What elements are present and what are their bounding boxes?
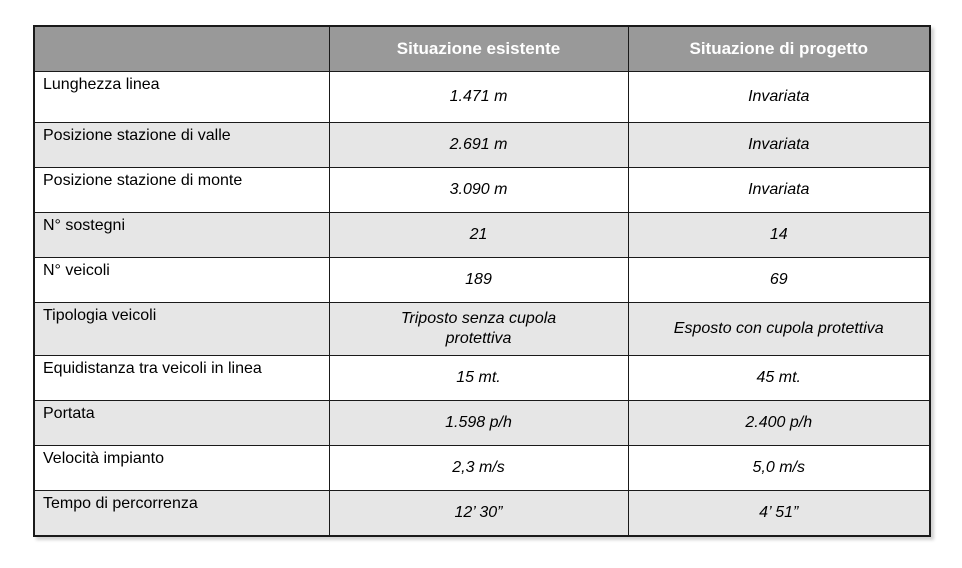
- row-label: N° veicoli: [34, 258, 329, 303]
- header-cell-empty: [34, 26, 329, 72]
- existing-value: 2.691 m: [329, 123, 628, 168]
- existing-value: 15 mt.: [329, 356, 628, 401]
- existing-value: 21: [329, 213, 628, 258]
- row-label: Posizione stazione di monte: [34, 168, 329, 213]
- table-row: [34, 303, 930, 356]
- row-label: Tempo di percorrenza: [34, 491, 329, 536]
- project-value: 45 mt.: [628, 356, 930, 401]
- table-row: [34, 72, 930, 123]
- row-label: Portata: [34, 401, 329, 446]
- existing-value: 189: [329, 258, 628, 303]
- header-cell-existing: Situazione esistente: [329, 26, 628, 72]
- header-cell-project: Situazione di progetto: [628, 26, 930, 72]
- existing-value: 12’ 30”: [329, 491, 628, 536]
- header-row: [34, 26, 930, 72]
- project-value: 69: [628, 258, 930, 303]
- table-row: [34, 446, 930, 491]
- row-label: Tipologia veicoli: [34, 303, 329, 356]
- existing-value: [329, 303, 628, 356]
- existing-value: 1.598 p/h: [329, 401, 628, 446]
- project-value: Invariata: [628, 168, 930, 213]
- comparison-table: [33, 25, 931, 537]
- table-row: [34, 401, 930, 446]
- table-row: [34, 356, 930, 401]
- row-label: N° sostegni: [34, 213, 329, 258]
- existing-value: 3.090 m: [329, 168, 628, 213]
- table-row: [34, 491, 930, 536]
- project-value: 2.400 p/h: [628, 401, 930, 446]
- project-value: Invariata: [628, 123, 930, 168]
- table-row: [34, 258, 930, 303]
- row-label: Equidistanza tra veicoli in linea: [34, 356, 329, 401]
- existing-value: 1.471 m: [329, 72, 628, 123]
- project-value: 4’ 51”: [628, 491, 930, 536]
- row-label: Velocità impianto: [34, 446, 329, 491]
- project-value: Invariata: [628, 72, 930, 123]
- existing-value-text: Triposto senza cupola protettiva: [400, 310, 557, 347]
- project-value: Esposto con cupola protettiva: [628, 303, 930, 356]
- project-value: 5,0 m/s: [628, 446, 930, 491]
- row-label: Lunghezza linea: [34, 72, 329, 123]
- project-value: 14: [628, 213, 930, 258]
- existing-value: 2,3 m/s: [329, 446, 628, 491]
- table-row: [34, 213, 930, 258]
- table-row: [34, 168, 930, 213]
- row-label: Posizione stazione di valle: [34, 123, 329, 168]
- table-row: [34, 123, 930, 168]
